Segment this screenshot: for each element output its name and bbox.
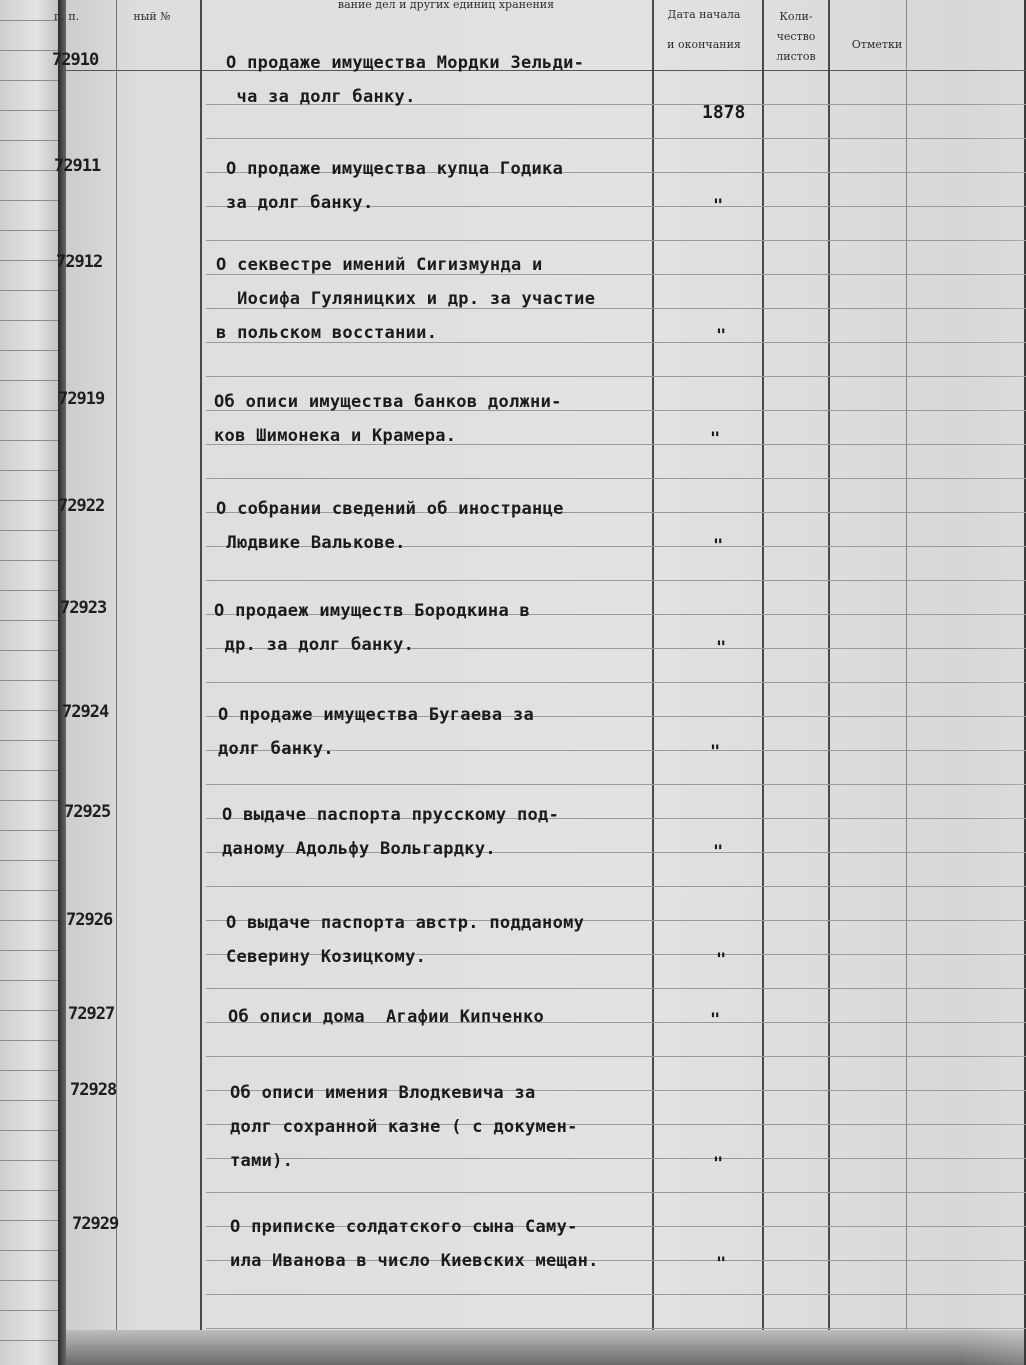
ruled-line (206, 1328, 1026, 1329)
row-number: 72922 (58, 496, 105, 516)
inventory-page (52, 0, 1024, 1365)
facing-page-line (0, 560, 62, 561)
facing-page-line (0, 350, 62, 351)
facing-page-line (0, 110, 62, 111)
facing-page-line (0, 920, 62, 921)
facing-page-line (0, 1250, 62, 1251)
facing-page-line (0, 650, 62, 651)
facing-page-line (0, 1220, 62, 1221)
header-col-dates-2: и окончания (667, 38, 741, 51)
row-date-ditto: " (713, 196, 724, 216)
row-title: О выдаче паспорта австр. подданому Северину Козицкому. (226, 913, 585, 967)
header-col-num: п. п. (54, 10, 80, 23)
row-date-ditto: " (710, 1010, 721, 1030)
row-date-ditto: " (716, 326, 727, 346)
row-title: О продаже имущества Мордки Зельди- ча за долг банку. (226, 53, 585, 107)
row-title: Об описи дома Агафии Кипченко (228, 1007, 545, 1027)
col-divider-6 (906, 0, 907, 1330)
col-divider-3 (652, 0, 654, 1330)
col-divider-1 (116, 0, 117, 1330)
facing-page-line (0, 1040, 62, 1041)
facing-page-line (0, 1160, 62, 1161)
ruled-line (206, 784, 1026, 785)
facing-page-line (0, 620, 62, 621)
row-title: Об описи имущества банков должни- ков Шимонека и Крамера. (214, 392, 562, 446)
facing-page-line (0, 1100, 62, 1101)
facing-page-line (0, 410, 62, 411)
facing-page-line (0, 980, 62, 981)
row-number: 72919 (58, 389, 105, 409)
row-date: 1878 (702, 102, 746, 123)
facing-page-line (0, 680, 62, 681)
facing-page-line (0, 1340, 62, 1341)
row-number: 72911 (54, 156, 101, 176)
row-date-ditto: " (716, 1254, 727, 1274)
facing-page-line (0, 320, 62, 321)
col-divider-4 (762, 0, 764, 1330)
row-title: О продаеж имуществ Бородкина в др. за долг банку. (214, 601, 531, 655)
facing-page-line (0, 1310, 62, 1311)
header-col-sheets-1: Коли- (779, 10, 813, 23)
col-divider-5 (828, 0, 830, 1330)
facing-page-line (0, 590, 62, 591)
row-date-ditto: " (713, 1154, 724, 1174)
row-number: 72925 (64, 802, 111, 822)
facing-page-line (0, 710, 62, 711)
row-title: О продаже имущества купца Годика за долг банку. (226, 159, 564, 213)
header-col-notes: Отметки (851, 38, 903, 51)
header-col-title: вание дел и других единиц хранения (337, 0, 555, 11)
facing-page-line (0, 230, 62, 231)
facing-page-line (0, 530, 62, 531)
row-title: О собрании сведений об иностранце Людвике Валькове. (216, 499, 564, 553)
header-col-inv: ный № (133, 10, 171, 23)
facing-page-line (0, 440, 62, 441)
row-title: О продаже имущества Бугаева за долг банку. (218, 705, 535, 759)
facing-page-line (0, 1280, 62, 1281)
ruled-line (206, 1056, 1026, 1057)
col-divider-2 (200, 0, 202, 1330)
facing-page-line (0, 830, 62, 831)
row-title: О секвестре имений Сигизмунда и Иосифа Гуляницких и др. за участие в польском восстании. (216, 255, 596, 343)
facing-page-line (0, 1070, 62, 1071)
facing-page-line (0, 950, 62, 951)
header-col-dates-1: Дата начала (667, 8, 741, 21)
row-date-ditto: " (710, 742, 721, 762)
ruled-line (206, 580, 1026, 581)
facing-page-line (0, 500, 62, 501)
facing-page-line (0, 1190, 62, 1191)
facing-page-line (0, 200, 62, 201)
facing-page-line (0, 80, 62, 81)
row-number: 72923 (60, 598, 107, 618)
page-bottom-edge (66, 1330, 1024, 1365)
facing-page-line (0, 140, 62, 141)
ruled-line (206, 138, 1026, 139)
row-date-ditto: " (716, 638, 727, 658)
facing-page-line (0, 740, 62, 741)
facing-page-line (0, 890, 62, 891)
facing-page (0, 0, 62, 1365)
row-number: 72927 (68, 1004, 115, 1024)
row-date-ditto: " (713, 536, 724, 556)
row-number: 72912 (56, 252, 103, 272)
row-title: О выдаче паспорта прусскому под- даному Адольфу Вольгардку. (222, 805, 560, 859)
row-number: 72910 (52, 50, 99, 70)
row-date-ditto: " (716, 950, 727, 970)
row-number: 72929 (72, 1214, 119, 1234)
row-date-ditto: " (713, 842, 724, 862)
ruled-line (206, 1294, 1026, 1295)
header-col-sheets-3: листов (776, 50, 816, 63)
header-col-sheets-2: чество (776, 30, 816, 43)
ruled-line (206, 988, 1026, 989)
row-number: 72924 (62, 702, 109, 722)
ruled-line (206, 376, 1026, 377)
row-title: О приписке солдатского сына Саму- ила Иванова в число Киевских мещан. (230, 1217, 599, 1271)
facing-page-line (0, 1130, 62, 1131)
facing-page-line (0, 290, 62, 291)
facing-page-line (0, 260, 62, 261)
row-title: Об описи имения Влодкевича за долг сохранной казне ( с докумен- тами). (230, 1083, 578, 1171)
row-number: 72928 (70, 1080, 117, 1100)
facing-page-line (0, 470, 62, 471)
row-number: 72926 (66, 910, 113, 930)
page-shadow (960, 0, 1024, 1365)
facing-page-line (0, 860, 62, 861)
ruled-line (206, 478, 1026, 479)
ruled-line (206, 886, 1026, 887)
ruled-line (206, 1192, 1026, 1193)
row-date-ditto: " (710, 429, 721, 449)
facing-page-line (0, 1010, 62, 1011)
facing-page-line (0, 800, 62, 801)
facing-page-line (0, 20, 62, 21)
facing-page-line (0, 380, 62, 381)
ruled-line (206, 240, 1026, 241)
facing-page-line (0, 770, 62, 771)
ruled-line (206, 682, 1026, 683)
facing-page-line (0, 170, 62, 171)
